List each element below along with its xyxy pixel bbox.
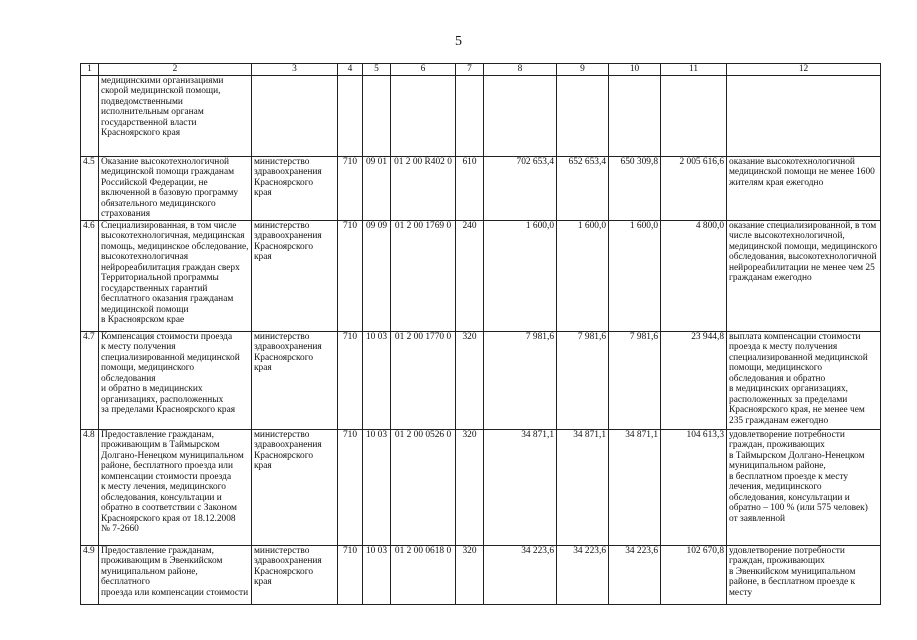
column-header: 7 [456, 64, 484, 76]
measure-name: медицинскими организациями скорой медицинской помощи, подведомственными исполнительным органам государственной власти Красноярского края [101, 75, 224, 138]
column-header: 4 [338, 64, 363, 76]
table-row [81, 156, 881, 220]
column-header: 9 [557, 64, 609, 76]
column-header: 8 [484, 64, 557, 76]
grbs-code: 710 [338, 545, 363, 604]
item-number: 4.9 [81, 545, 99, 604]
amount-year-3: 34 223,6 [609, 545, 661, 604]
column-header: 2 [99, 64, 252, 76]
column-header: 3 [252, 64, 338, 76]
program-measures-table [80, 63, 881, 605]
amount-year-2: 1 600,0 [557, 220, 609, 331]
amount-year-2: 34 871,1 [557, 429, 609, 545]
amount-total: 4 800,0 [661, 220, 727, 331]
measure-name: Предоставление гражданам, проживающим в Эвенкийском муниципальном районе, бесплатного проезда или компенсации стоимости [101, 545, 249, 598]
grbs-code: 710 [338, 156, 363, 220]
grbs-code: 710 [338, 429, 363, 545]
expected-result: удовлетворение потребности граждан, проживающих в Эвенкийском муниципальном районе, в бесплатном проезде к месту [729, 545, 856, 598]
column-header: 6 [391, 64, 456, 76]
grbs-code: 710 [338, 331, 363, 429]
column-header: 1 [81, 64, 99, 76]
column-header: 11 [661, 64, 727, 76]
column-header: 5 [363, 64, 391, 76]
column-header: 12 [727, 64, 881, 76]
item-number: 4.5 [81, 156, 99, 220]
section-code: 09 01 [363, 156, 391, 220]
amount-total [661, 75, 727, 156]
target-article-code: 01 2 00 R402 0 [391, 156, 456, 220]
table-row [81, 220, 881, 331]
responsible-organization: министерство здравоохранения Красноярского края [254, 545, 322, 587]
amount-year-3: 34 871,1 [609, 429, 661, 545]
section-code [363, 75, 391, 156]
item-number: 4.6 [81, 220, 99, 331]
amount-total: 23 944,8 [661, 331, 727, 429]
amount-total: 2 005 616,6 [661, 156, 727, 220]
amount-year-2: 7 981,6 [557, 331, 609, 429]
table-row [81, 331, 881, 429]
measure-name: Компенсация стоимости проезда к месту получения специализированной медицинской помощи, медицинского обследования и обратно в медицинских организациях, расположенных за пределами Красноярского края [101, 331, 240, 415]
item-number: 4.7 [81, 331, 99, 429]
target-article-code [391, 75, 456, 156]
amount-year-1: 34 223,6 [484, 545, 557, 604]
amount-year-3 [609, 75, 661, 156]
measure-name: Оказание высокотехнологичной медицинской помощи гражданам Российской Федерации, не включенной в базовую программу обязательного медицинского страхования [101, 156, 239, 219]
target-article-code: 01 2 00 1769 0 [391, 220, 456, 331]
responsible-organization: министерство здравоохранения Красноярского края [254, 429, 322, 471]
section-code: 10 03 [363, 429, 391, 545]
measure-name: Специализированная, в том числе высокотехнологичная, медицинская помощь, медицинское обследование, высокотехнологичная нейрореабилитация граждан сверх Территориальной программы государственных гарантий бесплатного оказания гражданам медицинской помощи в Красноярском крае [101, 220, 249, 325]
expense-type-code [456, 75, 484, 156]
amount-total: 102 670,8 [661, 545, 727, 604]
expected-result: выплата компенсации стоимости проезда к месту получения специализированной медицинской помощи, медицинского обследования и обратно в медицинских организациях, расположенных за пределами Красноярского края, не менее чем 235 гражданам ежегодно [729, 331, 868, 426]
target-article-code: 01 2 00 0618 0 [391, 545, 456, 604]
target-article-code: 01 2 00 1770 0 [391, 331, 456, 429]
expense-type-code: 240 [456, 220, 484, 331]
amount-year-3: 1 600,0 [609, 220, 661, 331]
section-code: 09 09 [363, 220, 391, 331]
amount-year-2: 652 653,4 [557, 156, 609, 220]
amount-year-3: 650 309,8 [609, 156, 661, 220]
table-row [81, 75, 881, 156]
amount-year-1 [484, 75, 557, 156]
responsible-organization: министерство здравоохранения Красноярского края [254, 156, 322, 198]
item-number [81, 75, 99, 156]
section-code: 10 03 [363, 331, 391, 429]
grbs-code: 710 [338, 220, 363, 331]
measure-name: Предоставление гражданам, проживающим в Таймырском Долгано-Ненецком муниципальном районе, бесплатного проезда или компенсации стоимости проезда к месту лечения, медицинского обследования, консультации и обратно в соответствии с Законом Красноярского края от 18.12.2008 № 7-2660 [101, 429, 244, 534]
amount-year-1: 702 653,4 [484, 156, 557, 220]
amount-year-3: 7 981,6 [609, 331, 661, 429]
amount-year-2 [557, 75, 609, 156]
expected-result: оказание высокотехнологичной медицинской помощи не менее 1600 жителям края ежегодно [729, 156, 875, 188]
expense-type-code: 610 [456, 156, 484, 220]
expected-result: оказание специализированной, в том числе высокотехнологичной, медицинской помощи, медицинского обследования, высокотехнологичной нейрореабилитации не менее чем 25 гражданам ежегодно [729, 220, 878, 283]
responsible-organization: министерство здравоохранения Красноярского края [254, 220, 322, 262]
table-row [81, 429, 881, 545]
expected-result: удовлетворение потребности граждан, проживающих в Таймырском Долгано-Ненецком муниципальном районе, в бесплатном проезде к месту лечения, медицинского обследования, консультации и обратно – 100 % (или 575 человек) от заявленной [729, 429, 868, 524]
expense-type-code: 320 [456, 429, 484, 545]
amount-total: 104 613,3 [661, 429, 727, 545]
page-number: 5 [455, 34, 462, 49]
responsible-organization: министерство здравоохранения Красноярского края [254, 331, 322, 373]
table-row [81, 545, 881, 604]
section-code: 10 03 [363, 545, 391, 604]
expense-type-code: 320 [456, 545, 484, 604]
target-article-code: 01 2 00 0526 0 [391, 429, 456, 545]
grbs-code [338, 75, 363, 156]
amount-year-1: 1 600,0 [484, 220, 557, 331]
amount-year-2: 34 223,6 [557, 545, 609, 604]
item-number: 4.8 [81, 429, 99, 545]
column-header: 10 [609, 64, 661, 76]
column-number-row [81, 64, 881, 76]
amount-year-1: 34 871,1 [484, 429, 557, 545]
amount-year-1: 7 981,6 [484, 331, 557, 429]
expense-type-code: 320 [456, 331, 484, 429]
